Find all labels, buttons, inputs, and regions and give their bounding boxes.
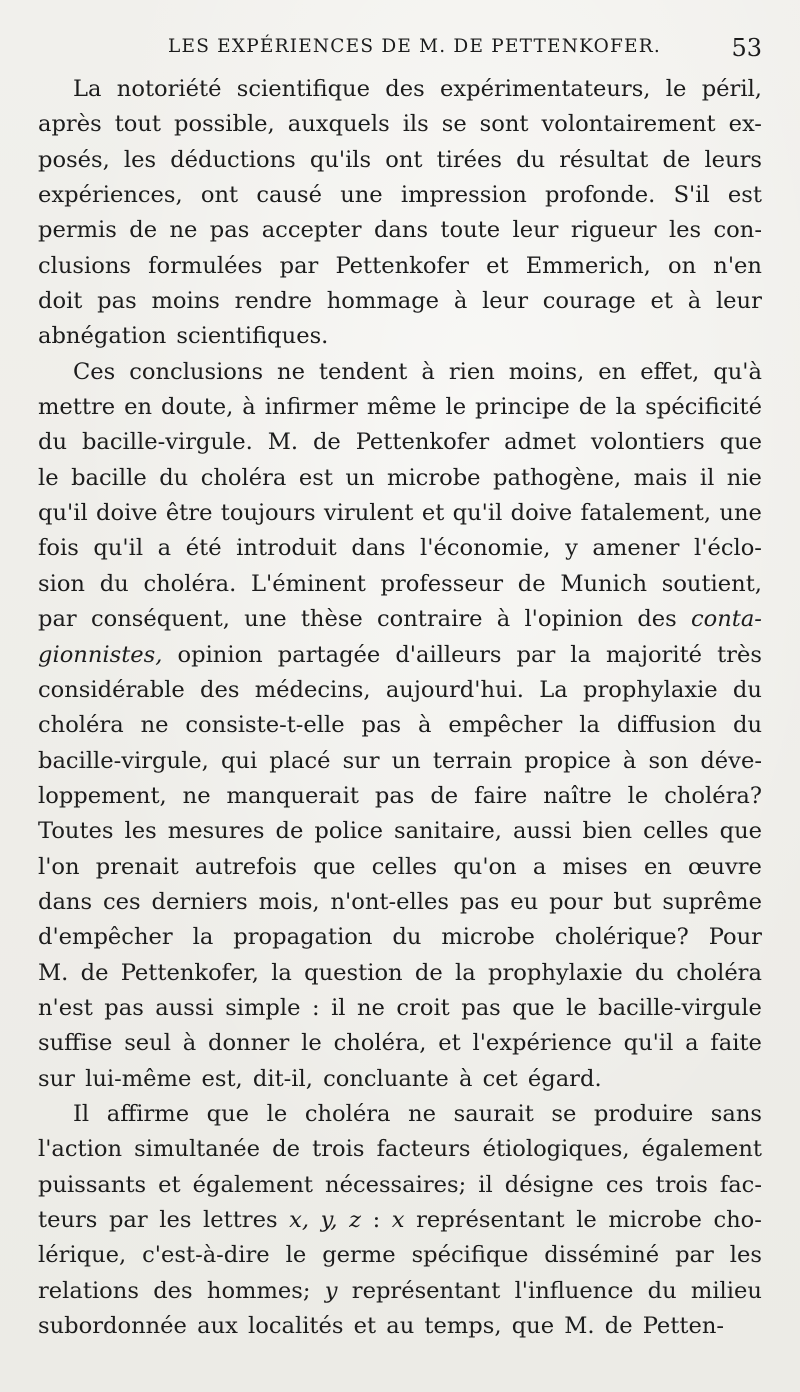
text-line: sur lui-même est, dit-il, concluante à cet égard. <box>38 1065 602 1092</box>
text-line: lérique, c'est-à-dire le germe spécifique disséminé par les <box>38 1242 762 1269</box>
text-line: expériences, ont causé une impression profonde. S'il est <box>38 182 762 209</box>
text-line: sion du choléra. L'éminent professeur de Munich soutient, <box>38 570 762 597</box>
text-line: d'empêcher la propagation du microbe cholérique? Pour <box>38 924 762 951</box>
text-line: qu'il doive être toujours virulent et qu'il doive fatalement, une <box>38 500 762 527</box>
text-line: Ces conclusions ne tendent à rien moins, en effet, qu'à <box>73 358 762 385</box>
text-line: le bacille du choléra est un microbe pathogène, mais il nie <box>38 464 762 491</box>
text-line: teurs par les lettres x, y, z : x représentant le microbe cho- <box>38 1207 762 1233</box>
text-line: M. de Pettenkofer, la question de la prophylaxie du choléra <box>38 959 762 986</box>
text-line: loppement, ne manquerait pas de faire naître le choléra? <box>38 782 762 809</box>
text-line: par conséquent, une thèse contraire à l'opinion des conta- <box>38 606 762 633</box>
text-line: gionnistes, opinion partagée d'ailleurs par la majorité très <box>38 641 762 668</box>
text-line: puissants et également nécessaires; il désigne ces trois fac- <box>38 1171 762 1198</box>
text-line: choléra ne consiste-t-elle pas à empêcher la diffusion du <box>38 712 762 739</box>
text-line: l'action simultanée de trois facteurs étiologiques, également <box>38 1136 762 1163</box>
paragraph <box>38 1097 762 1344</box>
text-line: abnégation scientifiques. <box>38 323 329 350</box>
running-head: LES EXPÉRIENCES DE M. DE PETTENKOFER. <box>168 36 661 57</box>
page-number: 53 <box>731 34 762 62</box>
text-line: posés, les déductions qu'ils ont tirées du résultat de leurs <box>38 146 762 173</box>
text-line: fois qu'il a été introduit dans l'économie, y amener l'éclo- <box>38 535 762 562</box>
text-line: dans ces derniers mois, n'ont-elles pas eu pour but suprême <box>38 888 762 915</box>
paragraph <box>38 355 762 1097</box>
text-line: suffise seul à donner le choléra, et l'expérience qu'il a faite <box>38 1030 762 1057</box>
text-line: bacille-virgule, qui placé sur un terrain propice à son déve- <box>38 747 762 774</box>
text-line: subordonnée aux localités et au temps, que M. de Petten- <box>38 1313 725 1340</box>
text-line: n'est pas aussi simple : il ne croit pas que le bacille-virgule <box>38 994 762 1021</box>
text-line: après tout possible, auxquels ils se sont volontairement ex- <box>38 111 762 138</box>
text-line: doit pas moins rendre hommage à leur courage et à leur <box>38 288 762 315</box>
paragraph <box>38 72 762 355</box>
text-line: considérable des médecins, aujourd'hui. La prophylaxie du <box>38 676 762 703</box>
text-line: Il affirme que le choléra ne saurait se produire sans <box>73 1100 762 1127</box>
text-line: permis de ne pas accepter dans toute leur rigueur les con- <box>38 217 762 244</box>
body-text <box>38 72 762 1344</box>
text-line: relations des hommes; y représentant l'influence du milieu <box>38 1277 762 1304</box>
text-line: La notoriété scientifique des expérimentateurs, le péril, <box>73 76 762 102</box>
text-line: mettre en doute, à infirmer même le principe de la spécificité <box>38 394 762 421</box>
text-line: clusions formulées par Pettenkofer et Emmerich, on n'en <box>38 252 762 279</box>
text-line: l'on prenait autrefois que celles qu'on a mises en œuvre <box>38 853 762 880</box>
text-line: Toutes les mesures de police sanitaire, aussi bien celles que <box>38 818 762 845</box>
text-line: du bacille-virgule. M. de Pettenkofer admet volontiers que <box>38 429 762 456</box>
